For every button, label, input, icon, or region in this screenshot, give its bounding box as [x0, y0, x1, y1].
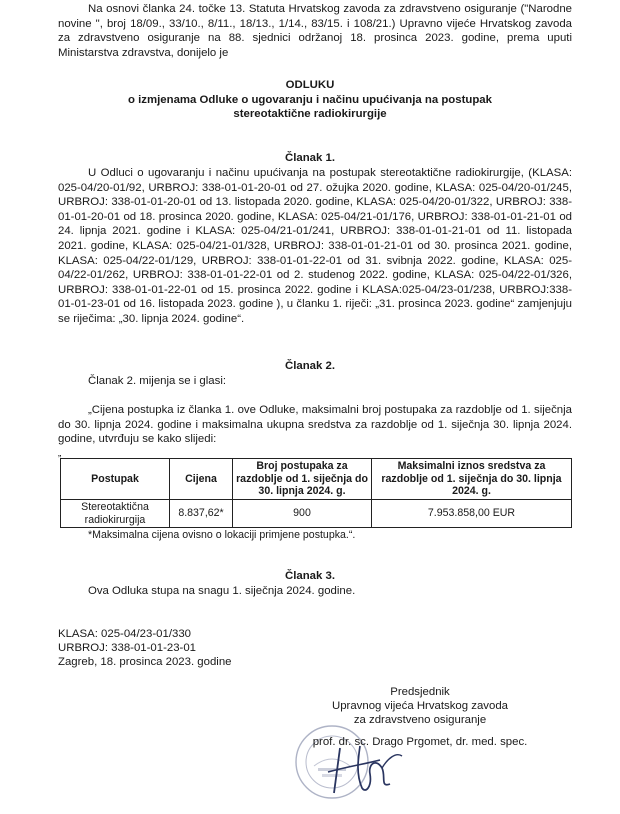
- table-cell: 7.953.858,00 EUR: [372, 500, 572, 528]
- article-3-heading: Članak 3.: [284, 570, 336, 582]
- quote-mark: „: [58, 448, 62, 459]
- table-cell: 900: [233, 500, 372, 528]
- klasa-reference: KLASA: 025-04/23-01/330: [58, 628, 191, 640]
- intro-paragraph: Na osnovi članka 24. točke 13. Statuta Hrvatskog zavoda za zdravstveno osiguranje ("Narodne novine ", broj 18/09., 33/10., 8/11., 18/13., 1/14., 83/15. i 108/21.) Upravno vijeće Hrvatskog zavoda za zdravstveno osiguranje na 88. sjednici održanoj 18. prosinca 2023. godine, prema uputi Ministarstva zdravstva, donijelo je: [58, 3, 572, 59]
- signatory-institution: za zdravstveno osiguranje: [353, 714, 487, 726]
- article-1-text: U Odluci o ugovaranju i načinu upućivanja na postupak stereotaktične radiokirurgije, (KLASA: 025-04/20-01/92, URBROJ: 338-01-01-20-01 od 27. ožujka 2020. godine, KLASA: 025-04/20-01/245, URBROJ: 338-01-01-20-01 od 13. listopada 2020. godine, KLASA: 025-04/20-01/322, URBROJ: 338-01-01-20-01 od 18. prosinca 2020. godine, KLASA: 025-04/21-01/176, URBROJ: 338-01-01-21-01 od 24. lipnja 2021. godine i KLASA: 025-04/21-01/241, URBROJ: 338-01-01-21-01 od 11. listopada 2021. godine, KLASA: 025-04/21-01/328, URBROJ: 338-01-01-21-01 od 30. prosinca 2021. godine, KLASA: 025-04/22-01/129, URBROJ: 338-01-01-22-01 od 31. svibnja 2022. godine, KLASA: 025-04/22-01/262, URBROJ: 338-01-01-22-01 od 2. studenog 2022. godine, KLASA: 025-04/22-01/326, URBROJ: 338-01-01-22-01 od 15. prosinca 2022. godine i KLASA:025-04/23-01/238, URBROJ:338-01-01-23-01 od 16. listopada 2023. godine ), u članku 1. riječi: „31. prosinca 2023. godine“ zamjenjuju se riječima: „30. lipnja 2024. godine“.: [58, 167, 572, 325]
- table-header: Maksimalni iznos sredstva za razdoblje od 1. siječnja do 30. lipnja 2024. g.: [372, 459, 572, 500]
- table-header: Postupak: [61, 459, 170, 500]
- article-2-quote: „Cijena postupka iz članka 1. ove Odluke, maksimalni broj postupaka za razdoblje od 1. siječnja do 30. lipnja 2024. godine i maksimalna ukupna sredstva za razdoblje od 1. siječnja 30. lipnja 2024. godine, utvrđuju se kako slijedi:: [58, 404, 572, 446]
- signatory-name: prof. dr. sc. Drago Prgomet, dr. med. spec.: [312, 736, 528, 748]
- table-header: Broj postupaka za razdoblje od 1. siječnja do 30. lipnja 2024. g.: [233, 459, 372, 500]
- price-table: [60, 458, 572, 528]
- article-2-heading: Članak 2.: [284, 360, 336, 372]
- table-header-row: [61, 459, 572, 500]
- table-header: Cijena: [170, 459, 233, 500]
- decision-subtitle-line1: o izmjenama Odluke o ugovaranju i načinu upućivanja na postupak: [128, 94, 492, 106]
- article-3-text: Ova Odluka stupa na snagu 1. siječnja 2024. godine.: [88, 585, 356, 597]
- table-footnote: *Maksimalna cijena ovisno o lokaciji primjene postupka.“.: [88, 529, 356, 541]
- decision-subtitle-line2: stereotaktične radiokirurgije: [233, 108, 387, 120]
- article-2-intro: Članak 2. mijenja se i glasi:: [88, 375, 227, 387]
- article-1-heading: Članak 1.: [284, 152, 336, 164]
- place-date: Zagreb, 18. prosinca 2023. godine: [58, 656, 232, 668]
- signatory-role: Predsjednik: [390, 686, 450, 698]
- signatory-body: Upravnog vijeća Hrvatskog zavoda: [331, 700, 508, 712]
- handwritten-signature: [320, 738, 410, 798]
- urbroj-reference: URBROJ: 338-01-01-23-01: [58, 642, 197, 654]
- decision-title: ODLUKU: [285, 79, 335, 91]
- table-cell: 8.837,62*: [170, 500, 233, 528]
- table-cell: Stereotaktična radiokirurgija: [61, 500, 170, 528]
- table-row: [61, 500, 572, 528]
